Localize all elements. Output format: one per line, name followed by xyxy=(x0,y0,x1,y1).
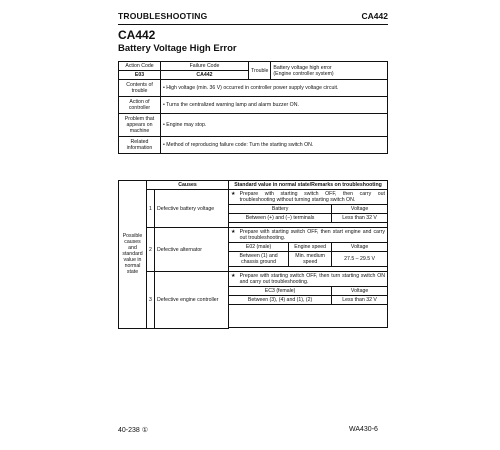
cell: EC3 (female) xyxy=(229,287,332,296)
cell: E02 (male) xyxy=(229,243,289,252)
cause-remark: Prepare with starting switch OFF, then turn starting switch ON and carry out troubleshooting. xyxy=(238,272,388,287)
row-text: • High voltage (min. 36 V) occurred in controller power supply voltage circuit. xyxy=(161,80,388,97)
action-code-label: Action Code xyxy=(119,62,161,71)
action-code-value: E03 xyxy=(119,71,161,80)
cause-name: Defective battery voltage xyxy=(155,190,229,228)
table-row xyxy=(119,114,388,137)
cause-name: Defective engine controller xyxy=(155,272,229,329)
row-text: • Turns the centralized warning lamp and alarm buzzer ON. xyxy=(161,97,388,114)
spacer xyxy=(229,328,388,329)
failure-code-heading: CA442 xyxy=(118,28,156,42)
failure-info-table xyxy=(118,61,388,154)
cause-number: 3 xyxy=(147,272,155,329)
page-number: 40-238 ① xyxy=(118,427,149,434)
cause-remark: Prepare with starting switch OFF, then start engine and carry out troubleshooting. xyxy=(238,228,388,243)
cell: Voltage xyxy=(332,287,388,296)
table-row xyxy=(119,137,388,154)
header-section: TROUBLESHOOTING xyxy=(118,11,208,21)
trouble-text-2: (Engine controller system) xyxy=(273,70,334,77)
trouble-label: Trouble xyxy=(249,62,271,80)
table-row xyxy=(119,97,388,114)
trouble-text-1: Battery voltage high error xyxy=(273,64,332,71)
row-label: Related information xyxy=(119,137,161,154)
trouble-description xyxy=(271,62,388,80)
causes-table xyxy=(118,180,388,329)
model-number: WA430-6 xyxy=(349,426,378,433)
cause-number: 2 xyxy=(147,228,155,272)
cell: Between (+) and (−) terminals xyxy=(229,214,332,223)
cause-remark: Prepare with starting switch OFF, then carry out troubleshooting without turning starting switch ON. xyxy=(238,190,388,205)
failure-code-value: CA442 xyxy=(161,71,249,80)
cell: Between (3), (4) and (1), (2) xyxy=(229,296,332,305)
cell: Between (1) and chassis ground xyxy=(229,252,289,267)
row-label: Contents of trouble xyxy=(119,80,161,97)
star-icon: ★ xyxy=(229,272,238,287)
header-code: CA442 xyxy=(361,11,388,21)
cell: Engine speed xyxy=(289,243,332,252)
cell: Voltage xyxy=(332,243,388,252)
standard-header: Standard value in normal state/Remarks on troubleshooting xyxy=(229,181,388,190)
star-icon: ★ xyxy=(229,190,238,205)
page-header xyxy=(118,11,388,25)
page-title: Battery Voltage High Error xyxy=(118,43,237,54)
row-label: Action of controller xyxy=(119,97,161,114)
cell: Min. medium speed xyxy=(289,252,332,267)
row-label: Problem that appears on machine xyxy=(119,114,161,137)
cause-number: 1 xyxy=(147,190,155,228)
row-text: • Method of reproducing failure code: Turn the starting switch ON. xyxy=(161,137,388,154)
cell: Voltage xyxy=(332,205,388,214)
table-row xyxy=(119,80,388,97)
star-icon: ★ xyxy=(229,228,238,243)
possible-causes-label: Possible causes and standard value in normal state xyxy=(119,181,147,329)
cause-name: Defective alternator xyxy=(155,228,229,272)
cell: Battery xyxy=(229,205,332,214)
spacer xyxy=(229,305,388,328)
causes-header: Causes xyxy=(147,181,229,190)
row-text: • Engine may stop. xyxy=(161,114,388,137)
cell: 27.5 – 29.5 V xyxy=(332,252,388,267)
cell: Less than 32 V xyxy=(332,296,388,305)
cell: Less than 32 V xyxy=(332,214,388,223)
failure-code-label: Failure Code xyxy=(161,62,249,71)
